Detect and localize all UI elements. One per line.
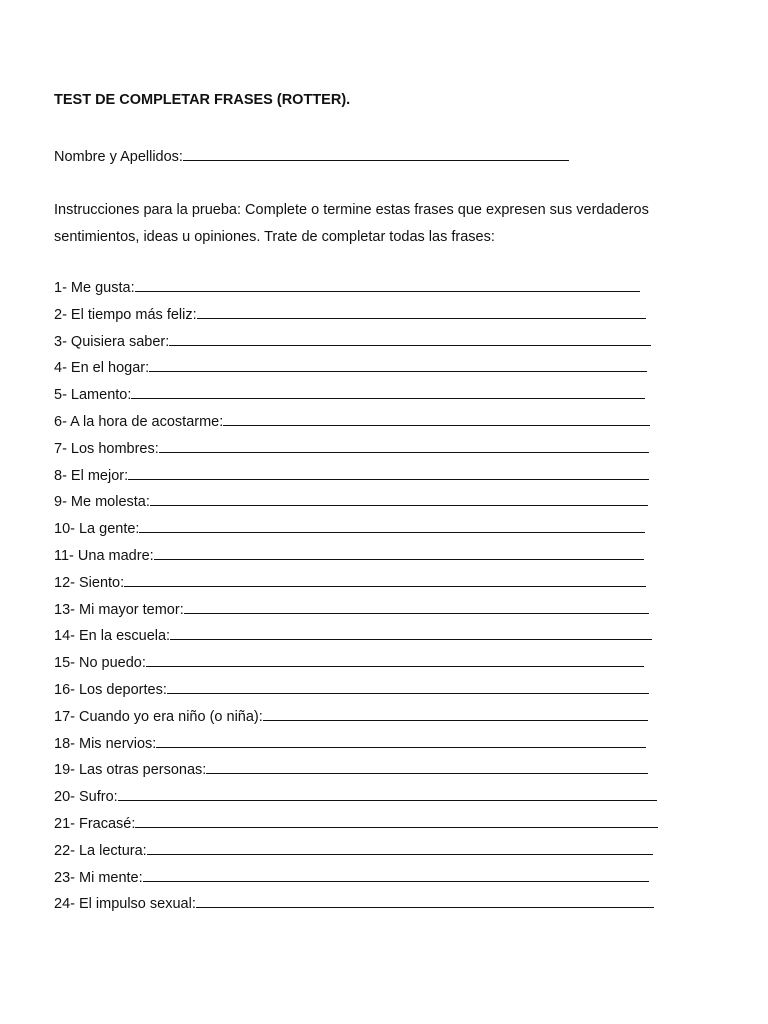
answer-blank-line[interactable] [146,652,644,667]
sentence-item [54,277,658,304]
answer-blank-line[interactable] [159,438,649,453]
sentence-prompt: 23- Mi mente: [54,869,143,886]
sentence-item [54,867,658,894]
document-title: TEST DE COMPLETAR FRASES (ROTTER). [54,92,351,108]
sentence-prompt: 6- A la hora de acostarme: [54,413,224,430]
sentence-item [54,572,658,599]
answer-blank-line[interactable] [135,813,658,828]
answer-blank-line[interactable] [143,867,649,882]
sentence-item [54,679,658,706]
sentence-prompt: 7- Los hombres: [54,440,159,457]
answer-blank-line[interactable] [118,786,657,801]
sentence-item [54,706,658,733]
sentence-item [54,599,658,626]
sentence-item [54,813,658,840]
name-label: Nombre y Apellidos: [54,149,183,165]
instructions-paragraph: Instrucciones para la prueba: Complete o termine estas frases que expresen sus verdaderos sentimientos, ideas u opiniones. Trate de completar todas las frases: [54,202,649,245]
sentence-prompt: 16- Los deportes: [54,681,167,698]
sentence-item [54,786,658,813]
answer-blank-line[interactable] [154,545,644,560]
sentence-prompt: 4- En el hogar: [54,360,150,377]
sentence-prompt: 13- Mi mayor temor: [54,601,184,618]
answer-blank-line[interactable] [128,465,649,480]
sentence-item [54,545,658,572]
sentence-item [54,411,658,438]
sentence-list [54,277,658,920]
sentence-item [54,465,658,492]
sentence-prompt: 2- El tiempo más feliz: [54,306,197,323]
sentence-prompt: 20- Sufro: [54,789,118,806]
sentence-prompt: 1- Me gusta: [54,280,135,296]
name-field-row [54,146,569,165]
sentence-prompt: 24- El impulso sexual: [54,896,196,913]
sentence-item [54,518,658,545]
sentence-prompt: 14- En la escuela: [54,628,171,645]
sentence-prompt: 3- Quisiera saber: [54,333,170,350]
sentence-item [54,840,658,867]
sentence-item [54,304,658,331]
answer-blank-line[interactable] [223,411,650,426]
answer-blank-line[interactable] [156,733,646,748]
sentence-prompt: 17- Cuando yo era niño (o niña): [54,708,263,725]
answer-blank-line[interactable] [206,759,648,774]
answer-blank-line[interactable] [135,277,640,292]
sentence-prompt: 9- Me molesta: [54,494,150,511]
answer-blank-line[interactable] [150,491,648,506]
answer-blank-line[interactable] [131,384,645,399]
sentence-prompt: 15- No puedo: [54,655,146,672]
answer-blank-line[interactable] [124,572,646,587]
answer-blank-line[interactable] [139,518,645,533]
sentence-item [54,625,658,652]
sentence-prompt: 5- Lamento: [54,387,132,404]
sentence-prompt: 12- Siento: [54,574,125,591]
sentence-item [54,331,658,358]
name-blank-line[interactable] [183,146,569,161]
answer-blank-line[interactable] [167,679,649,694]
sentence-item [54,652,658,679]
answer-blank-line[interactable] [263,706,648,721]
sentence-prompt: 11- Una madre: [54,547,154,564]
answer-blank-line[interactable] [147,840,653,855]
sentence-prompt: 22- La lectura: [54,842,147,859]
answer-blank-line[interactable] [149,357,647,372]
sentence-prompt: 10- La gente: [54,521,140,538]
sentence-item [54,759,658,786]
sentence-item [54,357,658,384]
answer-blank-line[interactable] [197,304,646,319]
sentence-prompt: 8- El mejor: [54,467,129,484]
sentence-prompt: 18- Mis nervios: [54,735,157,752]
answer-blank-line[interactable] [184,599,649,614]
sentence-prompt: 19- Las otras personas: [54,762,207,779]
sentence-item [54,491,658,518]
answer-blank-line[interactable] [169,331,651,346]
answer-blank-line[interactable] [170,625,652,640]
sentence-item [54,438,658,465]
sentence-item [54,384,658,411]
answer-blank-line[interactable] [196,893,654,908]
sentence-item [54,733,658,760]
sentence-prompt: 21- Fracasé: [54,815,136,832]
sentence-item [54,893,658,920]
